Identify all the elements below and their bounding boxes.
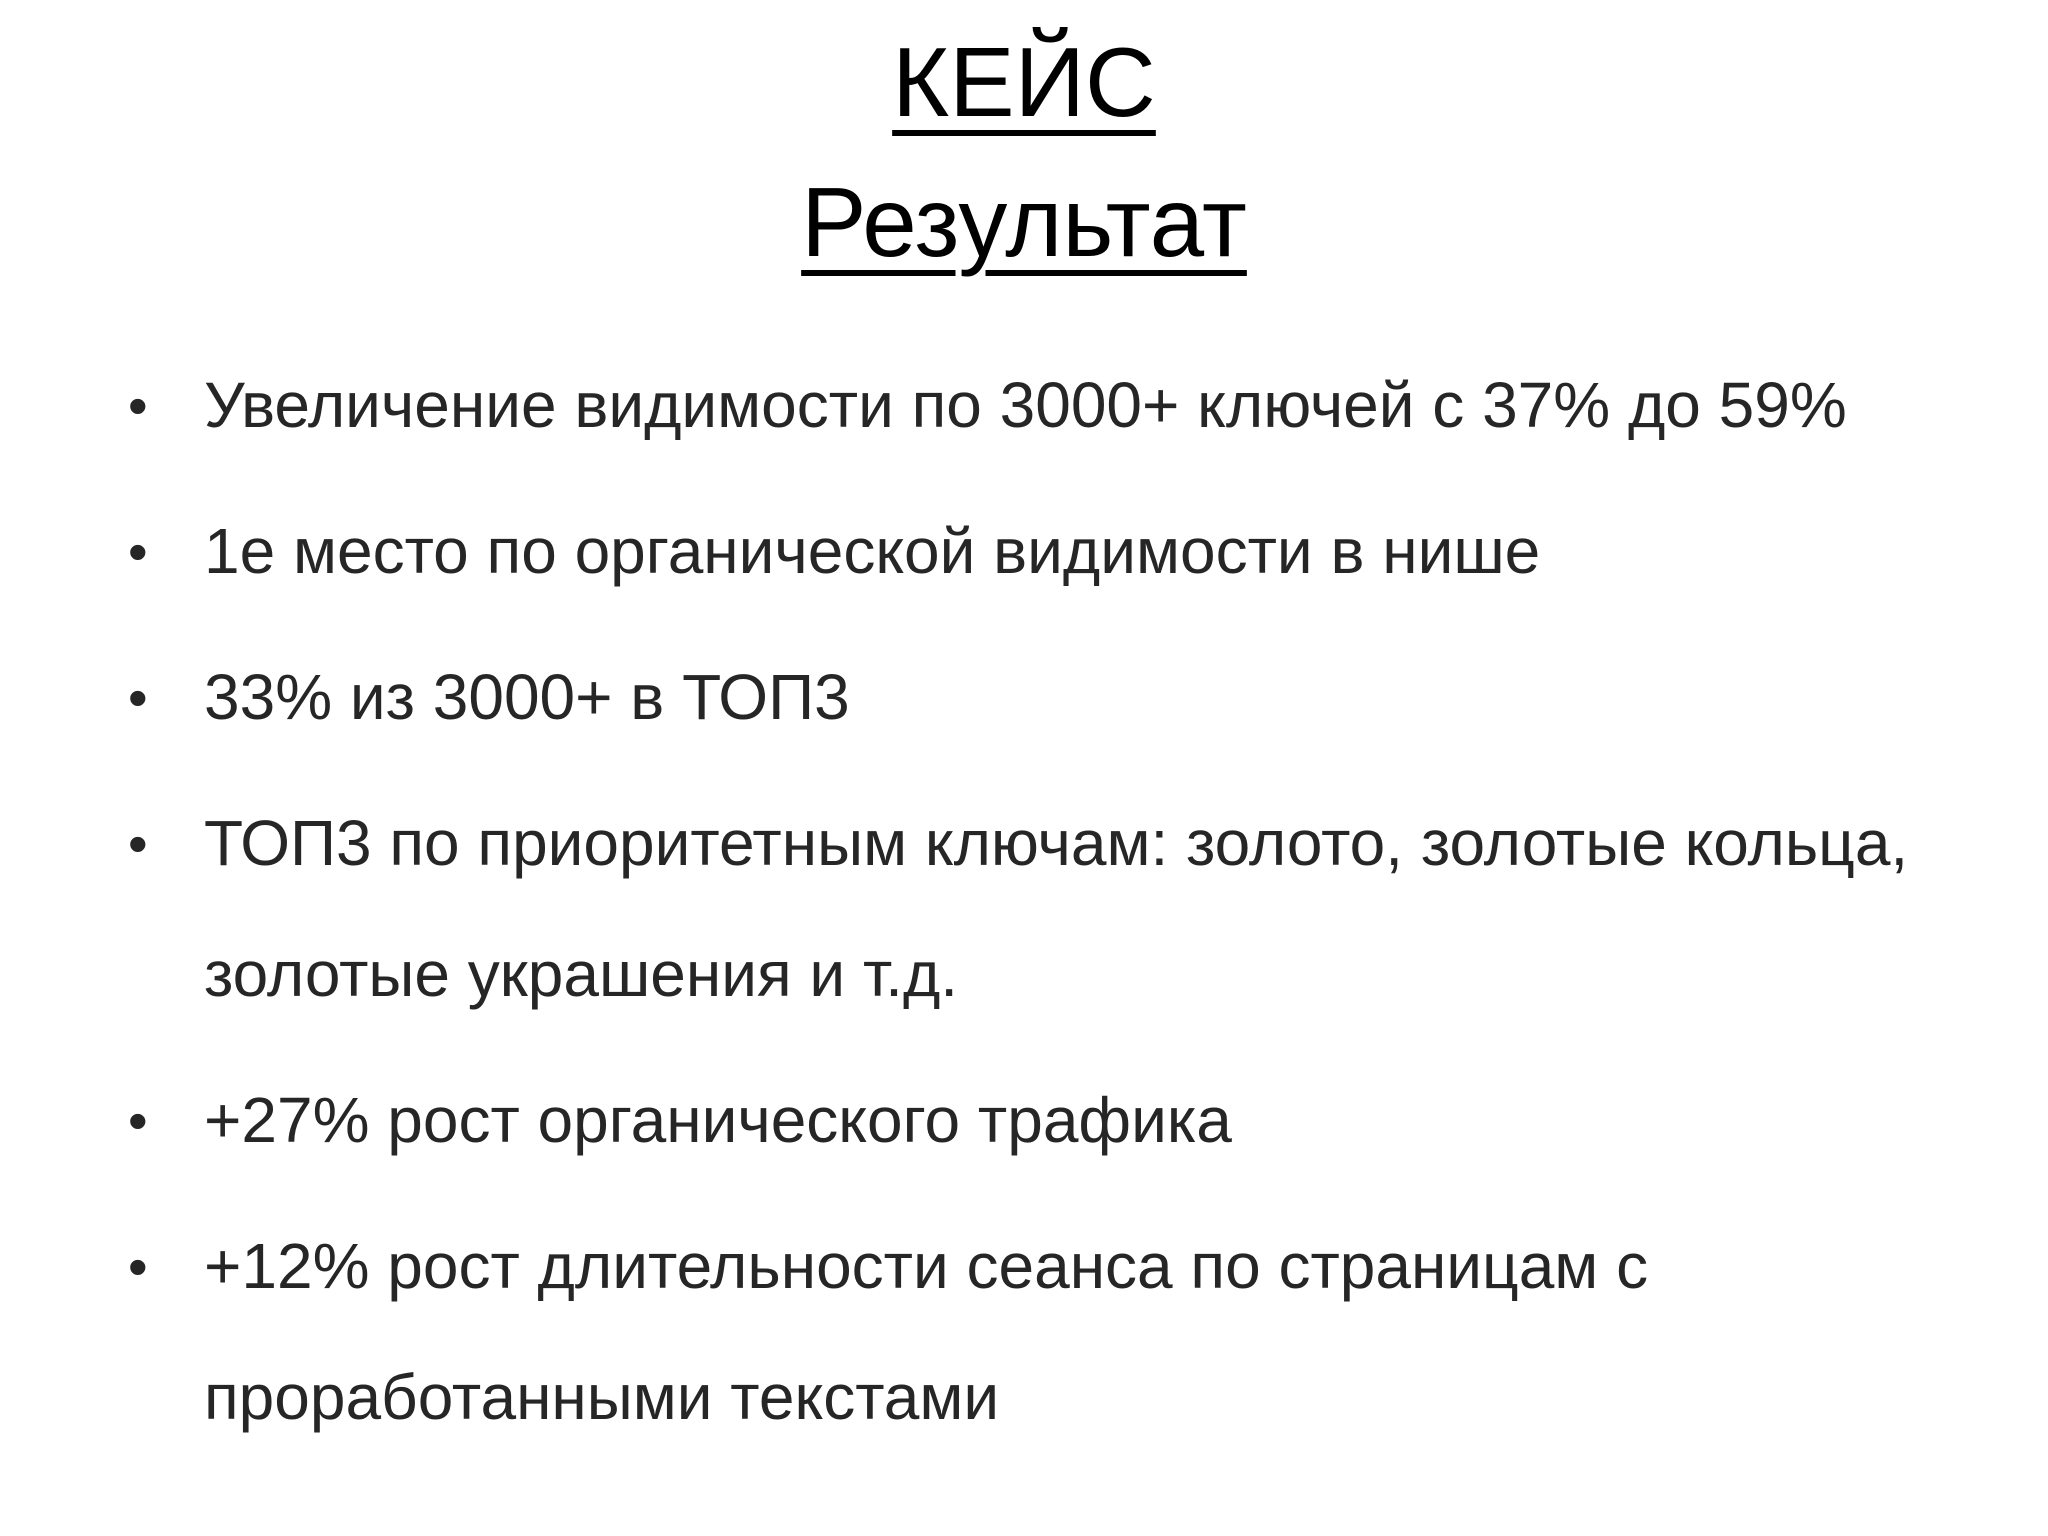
list-item <box>128 1201 1928 1463</box>
list-item-text: +27% рост органического трафика <box>204 1084 1232 1156</box>
title-line-case: КЕЙС <box>892 27 1156 137</box>
results-list <box>128 340 1928 1478</box>
bullet-icon: • <box>128 374 148 437</box>
list-item <box>128 778 1928 1040</box>
bullet-icon: • <box>128 1089 148 1152</box>
list-item <box>128 486 1928 617</box>
bullet-icon: • <box>128 666 148 729</box>
list-item-text: ТОП3 по приоритетным ключам: золото, золотые кольца, золотые украшения и т.д. <box>204 807 1909 1010</box>
list-item-text: 1е место по органической видимости в нише <box>204 515 1541 587</box>
slide-title <box>0 12 2048 292</box>
list-item-text: 33% из 3000+ в ТОП3 <box>204 661 850 733</box>
bullet-icon: • <box>128 812 148 875</box>
bullet-icon: • <box>128 520 148 583</box>
list-item <box>128 340 1928 471</box>
list-item <box>128 632 1928 763</box>
title-line-result: Результат <box>801 167 1247 277</box>
bullet-icon: • <box>128 1235 148 1298</box>
list-item <box>128 1055 1928 1186</box>
list-item-text: +12% рост длительности сеанса по страницам с проработанными текстами <box>204 1230 1649 1433</box>
list-item-text: Увеличение видимости по 3000+ ключей с 37% до 59% <box>204 369 1847 441</box>
